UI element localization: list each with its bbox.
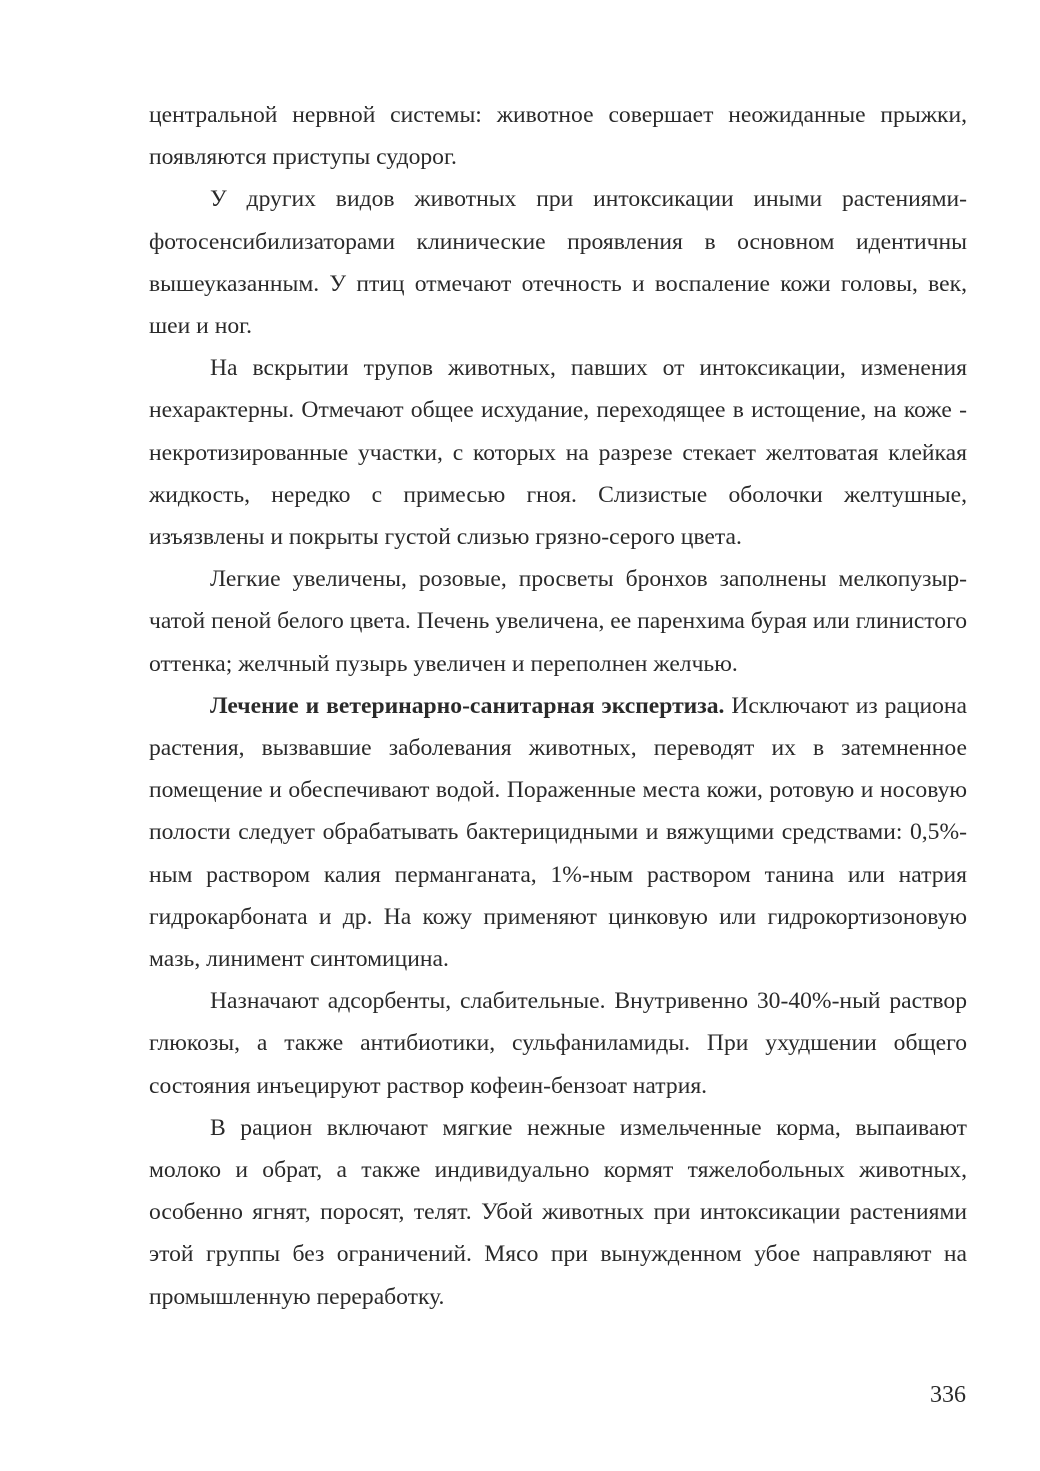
paragraph-6 bbox=[149, 980, 967, 1107]
paragraph-5-text: Исключают из рациона растения, вызвавшие заболевания животных, переводят их в затемненное помещение и обеспечивают водой. Пораженные места кожи, ротовую и носовую полости следует обрабатывать бактерицидными и вяжущими средствами: 0,5%-ным раствором калия перманганата, 1%-ным раствором танина или натрия гидрокарбоната и др. На кожу применяют цинковую или гидрокортизоновую мазь, линимент синтомицина. bbox=[149, 692, 968, 973]
page-number: 336 bbox=[930, 1382, 966, 1408]
paragraph-1 bbox=[149, 94, 967, 178]
paragraph-7 bbox=[149, 1107, 967, 1318]
paragraph-4 bbox=[149, 558, 967, 685]
section-heading-treatment: Лечение и ветеринарно-санитарная экспертиза. bbox=[210, 692, 725, 719]
paragraph-6-text: Назначают адсорбенты, слабительные. Внутривенно 30-40%-ный раствор глюкозы, а также антибиотики, сульфаниламиды. При ухудшении общего состояния инъецируют раствор кофеин-бензоат натрия. bbox=[149, 988, 967, 1099]
paragraph-1-text: центральной нервной системы: животное совершает неожиданные прыжки, появляются приступы судорог. bbox=[149, 102, 967, 171]
paragraph-7-text: В рацион включают мягкие нежные измельченные корма, выпаивают молоко и обрат, а также индивидуально кормят тяжелобольных животных, особенно ягнят, поросят, телят. Убой животных при интоксикации растениями этой группы без ограничений. Мясо при вынужденном убое направляют на промышленную переработку. bbox=[149, 1114, 967, 1310]
paragraph-2 bbox=[149, 178, 967, 347]
paragraph-3 bbox=[149, 347, 967, 558]
page-body bbox=[149, 94, 967, 1318]
paragraph-5 bbox=[149, 685, 967, 980]
paragraph-3-text: На вскрытии трупов животных, павших от интоксикации, изменения нехарактерны. Отмечают общее исхудание, переходящее в истощение, на коже - некротизированные участки, с которых на разрезе стекает желтоватая клейкая жидкость, нередко с примесью гноя. Слизистые оболочки желтушные, изъязвлены и покрыты густой слизью грязно-серого цвета. bbox=[149, 355, 967, 551]
paragraph-4-text: Легкие увеличены, розовые, просветы бронхов заполнены мелкопузырчатой пеной белого цвета. Печень увеличена, ее паренхима бурая или глинистого оттенка; желчный пузырь увеличен и переполнен желчью. bbox=[149, 566, 967, 677]
paragraph-2-text: У других видов животных при интоксикации иными растениями-фотосенсибилизаторами клинические проявления в основном идентичны вышеуказанным. У птиц отмечают отечность и воспаление кожи головы, век, шеи и ног. bbox=[149, 186, 967, 340]
